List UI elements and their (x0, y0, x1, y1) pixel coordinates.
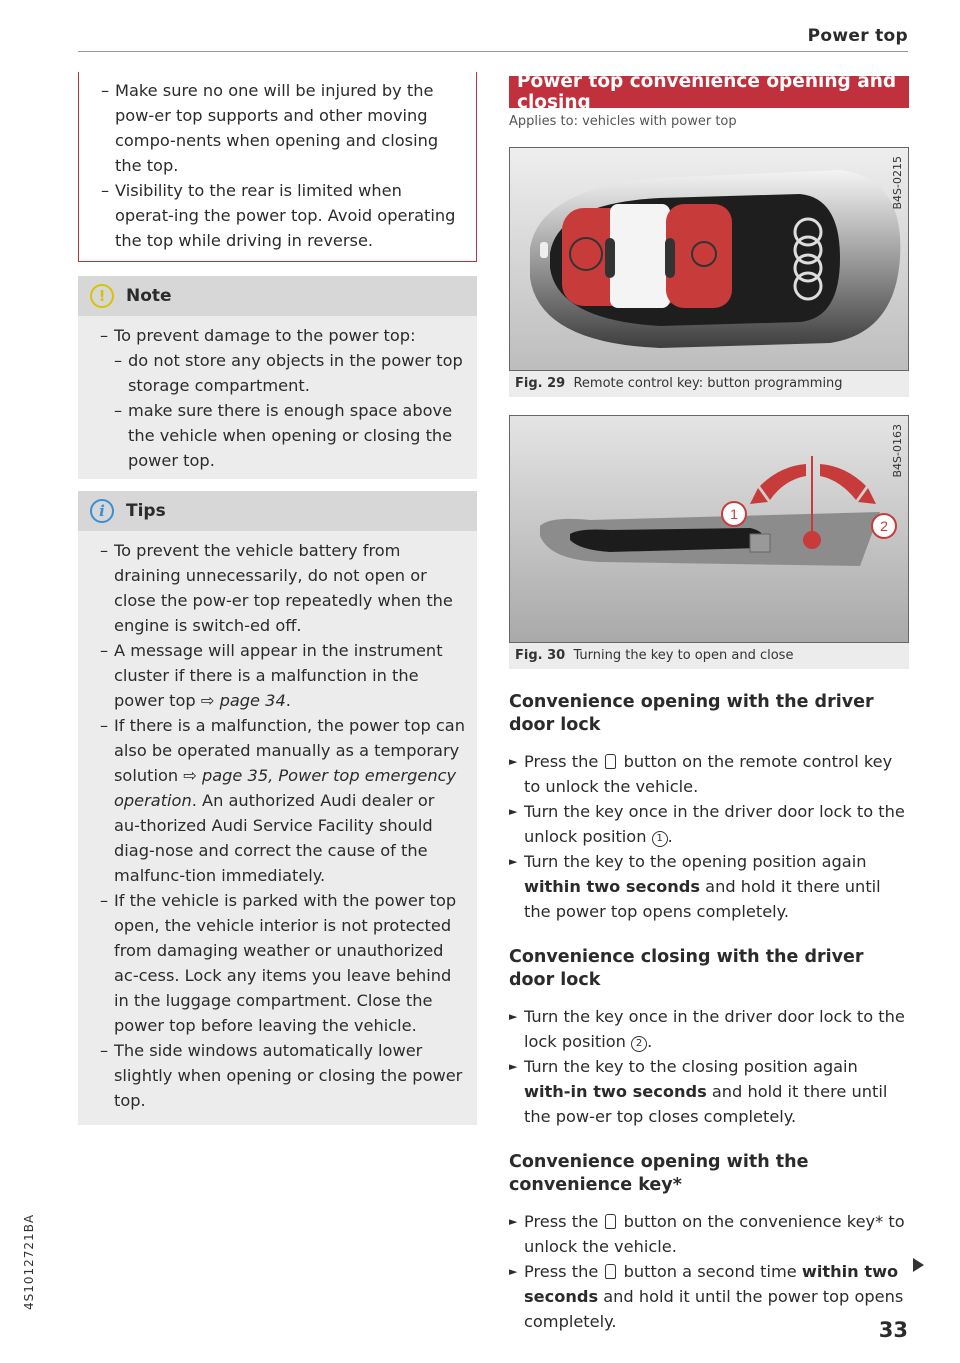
note-sub-item: – make sure there is enough space above the vehicle when opening or closing the power top. (90, 398, 465, 473)
warning-item: – Make sure no one will be injured by the pow-er top supports and other moving compo-nents when opening and closing the top. (91, 78, 464, 178)
page-reference-link[interactable]: ⇨ page 34 (200, 691, 286, 710)
subsection-heading: Convenience opening with the convenience key* (509, 1152, 809, 1195)
tips-item: – The side windows automatically lower slightly when opening or closing the power top. (90, 1038, 465, 1113)
figure-caption: Fig. 29 Remote control key: button programming (515, 376, 843, 391)
warning-item: – Visibility to the rear is limited when operat-ing the power top. Avoid operating the top while driving in reverse. (91, 178, 464, 253)
header-rule (78, 51, 908, 52)
note-item: – To prevent damage to the power top: (90, 323, 465, 348)
left-column (78, 72, 477, 1125)
applies-to: Applies to: vehicles with power top (509, 114, 737, 129)
figure-marker: 2 (880, 518, 888, 534)
tips-header (78, 491, 477, 531)
step-item: ► Press the button a second time within two seconds and hold it until the power top opens completely. (509, 1259, 909, 1334)
position-marker: 1 (652, 831, 668, 847)
tips-title: Tips (126, 501, 166, 521)
step-item: ► Turn the key to the opening position again within two seconds and hold it there until the power top opens completely. (509, 849, 909, 924)
tips-item: – To prevent the vehicle battery from draining unnecessarily, do not open or close the pow-er top repeatedly when the engine is switch-ed off. (90, 538, 465, 638)
step-item: ► Turn the key once in the driver door lock to the unlock position 1 . (509, 799, 909, 849)
figure-caption: Fig. 30 Turning the key to open and close (515, 648, 794, 663)
page-reference-link[interactable]: ⇨ page 35, Power top emergency operation (114, 766, 457, 810)
figure-marker: 1 (730, 506, 738, 522)
step-item: ► Turn the key once in the driver door lock to the lock position 2 . (509, 1004, 909, 1054)
unlock-icon (605, 1264, 616, 1279)
position-marker: 2 (631, 1036, 647, 1052)
step-item: ► Turn the key to the closing position again with-in two seconds and hold it there until the pow-er top closes completely. (509, 1054, 909, 1129)
subsection-heading: Convenience opening with the driver door lock (509, 692, 874, 735)
info-icon: i (90, 499, 114, 523)
continued-arrow-icon (913, 1258, 924, 1272)
note-title: Note (126, 286, 172, 306)
step-item: ► Press the button on the convenience key* to unlock the vehicle. (509, 1209, 909, 1259)
running-header: Power top (807, 26, 908, 46)
tips-box (78, 491, 477, 1125)
figure-30 (509, 415, 909, 669)
tips-item: – If there is a malfunction, the power top can also be operated manually as a temporary solution ⇨ page 35, Power top emergency operation. An authorized Audi dealer or au-thorized Audi Service Facility should diag-nose and correct the cause of the malfunc-tion immediately. (90, 713, 465, 888)
tips-item: – If the vehicle is parked with the power top open, the vehicle interior is not protected from damaging weather or unauthorized ac-cess. Lock any items you leave behind in the luggage compartment. Close the power top before leaving the vehicle. (90, 888, 465, 1038)
note-sub-item: – do not store any objects in the power top storage compartment. (90, 348, 465, 398)
remote-key-illustration (509, 147, 909, 371)
exclamation-icon: ! (90, 284, 114, 308)
step-item: ► Press the button on the remote control key to unlock the vehicle. (509, 749, 909, 799)
warning-continuation-box (78, 72, 477, 262)
door-lock-illustration (509, 415, 909, 643)
subsection-heading: Convenience closing with the driver door lock (509, 947, 864, 990)
figure-29 (509, 147, 909, 397)
figure-code: B4S-0215 (891, 156, 904, 210)
section-title: Power top convenience opening and closing (509, 76, 909, 108)
figure-code: B4S-0163 (891, 424, 904, 478)
unlock-icon (605, 1214, 616, 1229)
tips-item: – A message will appear in the instrument cluster if there is a malfunction in the power top ⇨ page 34. (90, 638, 465, 713)
note-box (78, 276, 477, 479)
right-column (509, 71, 909, 1334)
unlock-icon (605, 754, 616, 769)
document-code: 4S1012721BA (22, 1213, 36, 1310)
page-number: 33 (878, 1318, 908, 1342)
note-header (78, 276, 477, 316)
